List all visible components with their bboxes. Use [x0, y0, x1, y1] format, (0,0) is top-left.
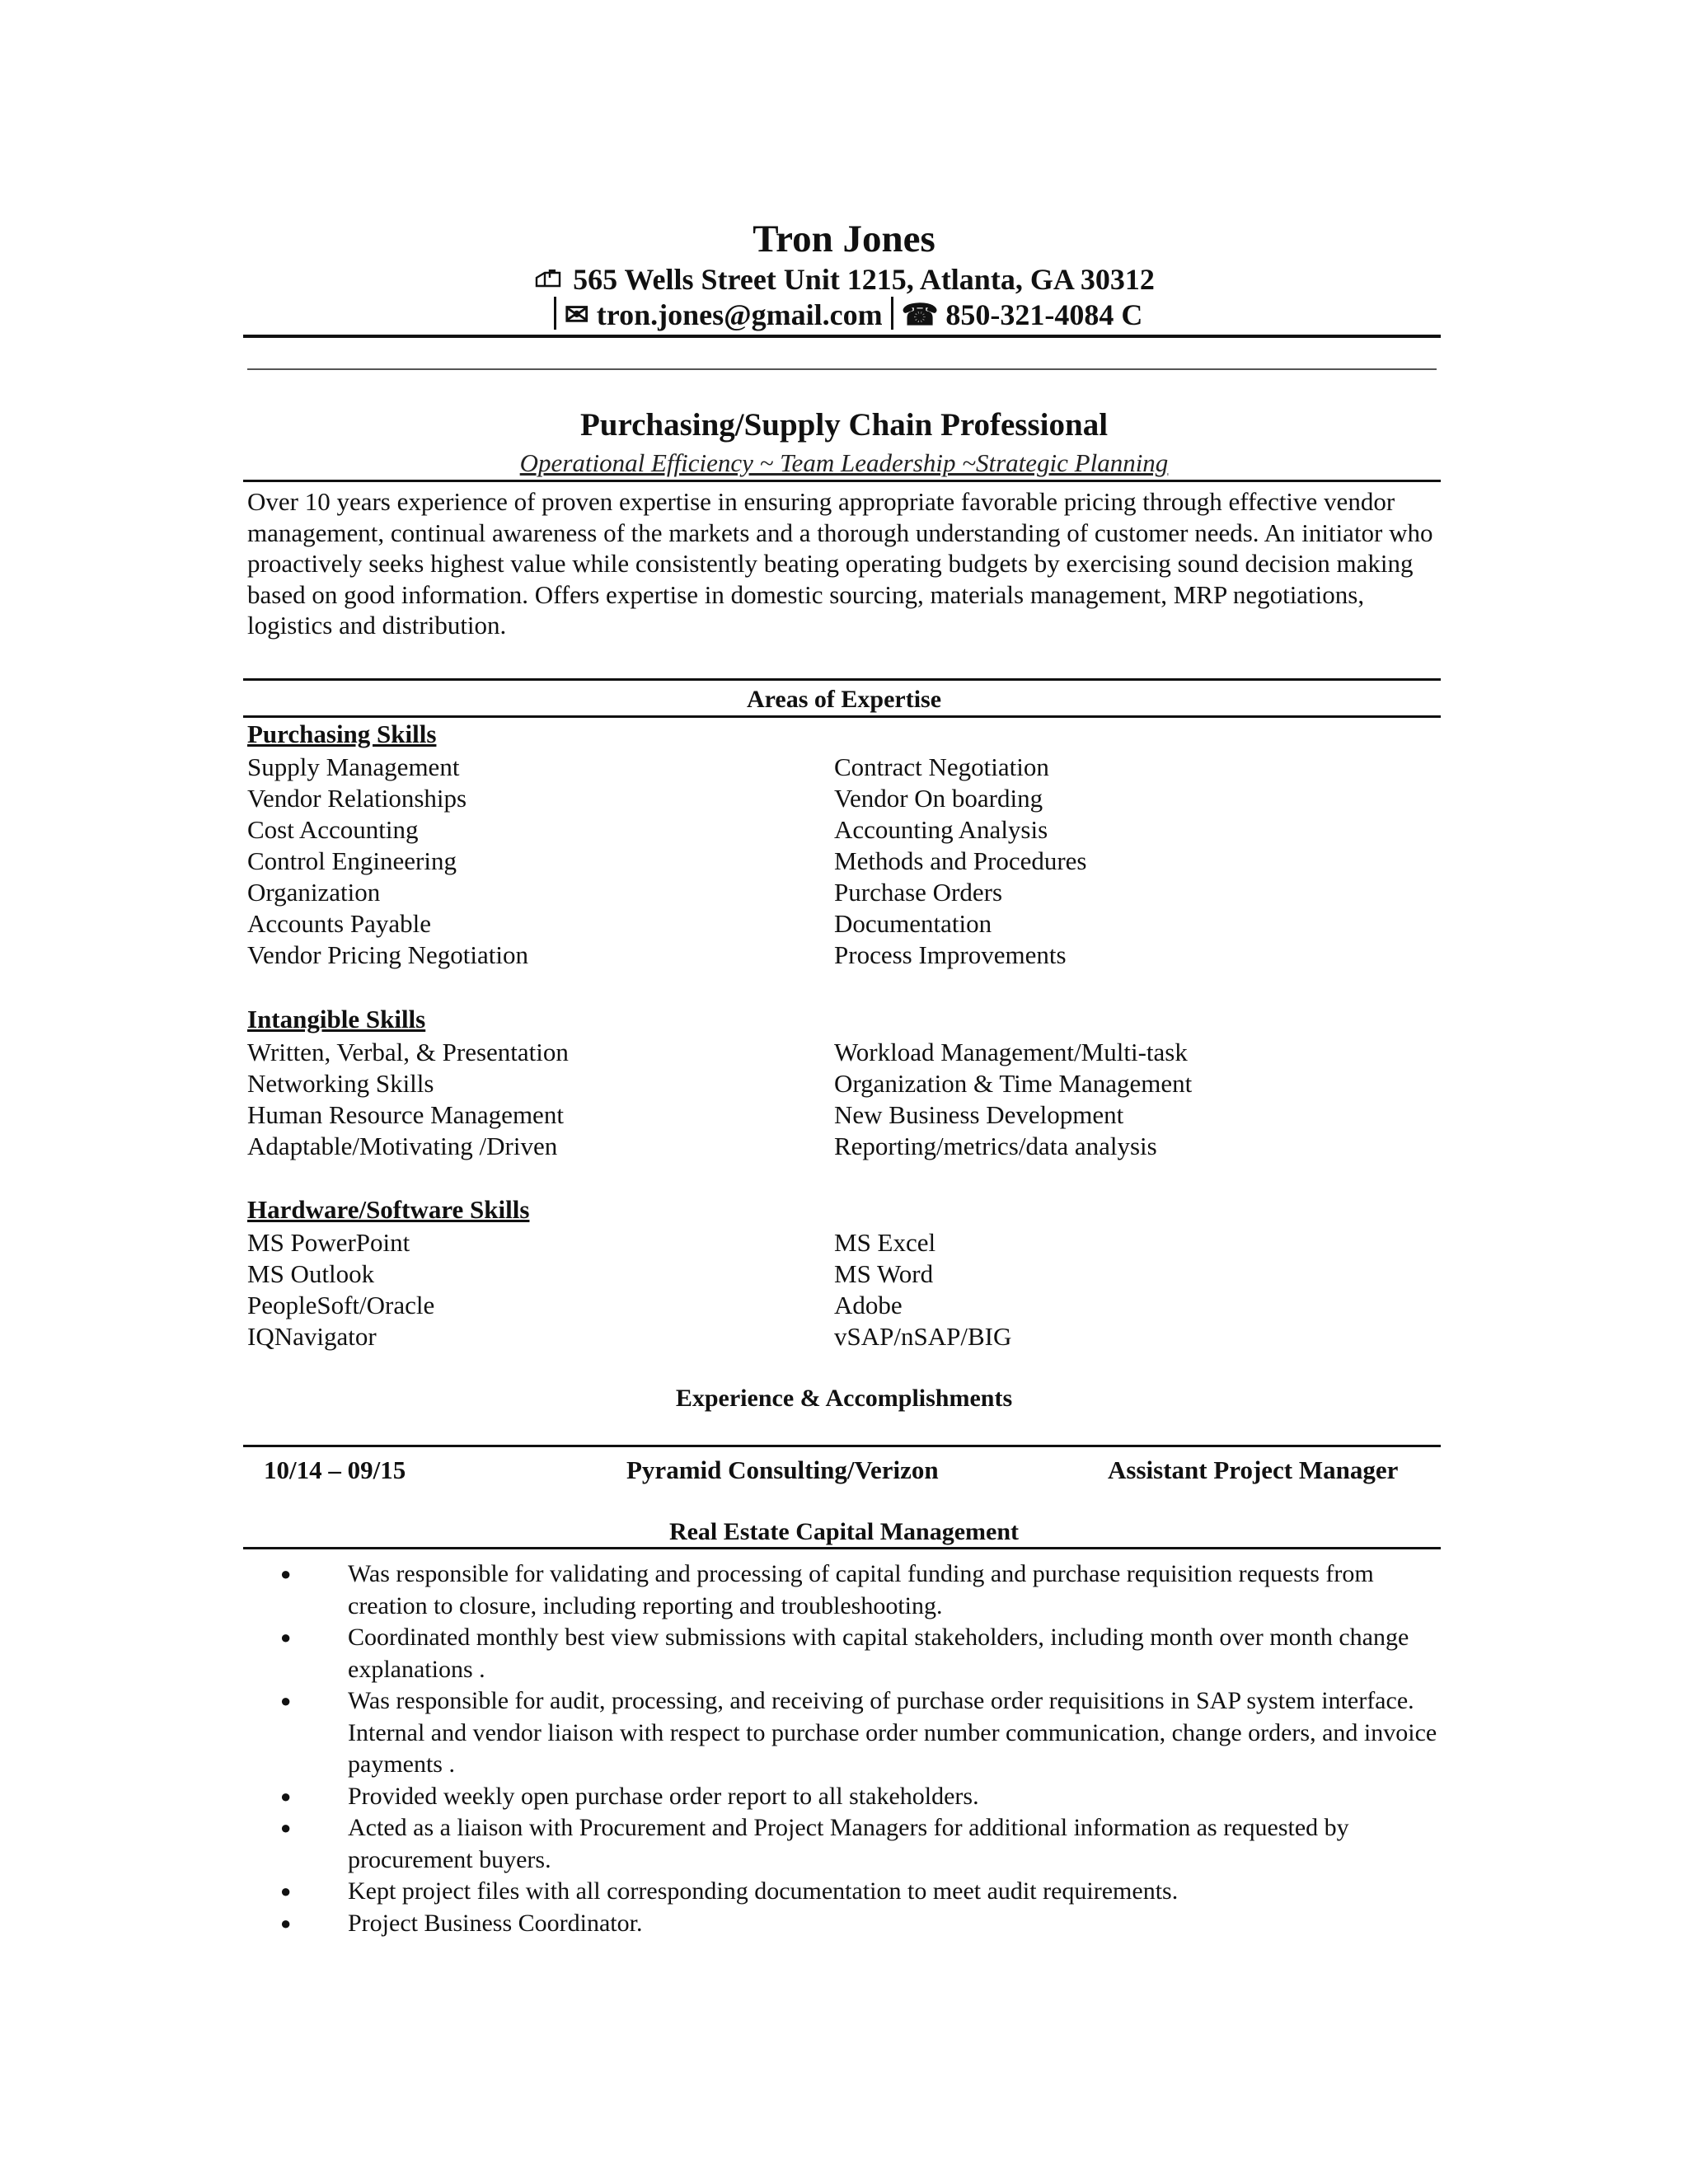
professional-tagline: Operational Efficiency ~ Team Leadership ~Strategic Planning: [519, 448, 1169, 477]
expertise-bottom-rule: [243, 715, 1441, 718]
list-item: ● Coordinated monthly best view submissions with capital stakeholders, including month over month change explanations .: [280, 1624, 1409, 1683]
hardware-skills-left: [247, 1227, 434, 1352]
list-item: ● Was responsible for audit, processing, and receiving of purchase order requisitions in SAP system interface. Internal and vendor liaison with respect to purchase order number communication, change orders, and invoice payments .: [280, 1687, 1437, 1778]
skill-item: Networking Skills: [247, 1069, 434, 1098]
tagline-rule: [243, 480, 1441, 482]
skill-item: vSAP/nSAP/BIG: [834, 1322, 1012, 1351]
expertise-top-rule: [243, 678, 1441, 681]
bullet-icon: ●: [280, 1785, 292, 1807]
skill-item: Accounts Payable: [247, 909, 431, 938]
job-company: Pyramid Consulting/Verizon: [626, 1455, 939, 1484]
skill-item: IQNavigator: [247, 1322, 377, 1351]
skill-item: Workload Management/Multi-task: [834, 1038, 1188, 1066]
purchasing-skills-right: [834, 752, 1087, 971]
hardware-software-skills-heading: Hardware/Software Skills: [247, 1195, 530, 1224]
intangible-skills-right: [834, 1037, 1192, 1162]
skill-item: Organization: [247, 878, 381, 907]
skill-item: Written, Verbal, & Presentation: [247, 1038, 569, 1066]
job-dates: 10/14 – 09/15: [264, 1455, 406, 1484]
skill-item: Human Resource Management: [247, 1100, 564, 1129]
skill-item: Supply Management: [247, 752, 460, 781]
purchasing-skills-left: [247, 752, 528, 971]
phone-text: 850-321-4084 C: [945, 298, 1143, 331]
purchasing-skills-heading: Purchasing Skills: [247, 719, 437, 748]
hardware-skills-right: [834, 1227, 1011, 1352]
skill-item: New Business Development: [834, 1100, 1124, 1129]
list-item: ● Provided weekly open purchase order report to all stakeholders.: [280, 1781, 1451, 1813]
divider: [554, 297, 556, 330]
list-item: ● Acted as a liaison with Procurement and Project Managers for additional information as requested by procurement buyers.: [280, 1814, 1349, 1873]
skill-item: Adaptable/Motivating /Driven: [247, 1132, 558, 1160]
skill-item: Vendor On boarding: [834, 784, 1043, 813]
skill-item: Vendor Pricing Negotiation: [247, 940, 528, 969]
address-text: 565 Wells Street Unit 1215, Atlanta, GA 30312: [573, 263, 1155, 296]
envelope-icon: ✉: [564, 298, 589, 331]
address-line: [0, 262, 1688, 297]
intangible-skills-heading: Intangible Skills: [247, 1005, 426, 1033]
skill-item: Purchase Orders: [834, 878, 1003, 907]
bullet-icon: ●: [280, 1627, 292, 1647]
skill-item: MS Excel: [834, 1228, 936, 1257]
bullet-icon: ●: [280, 1563, 292, 1584]
experience-heading: Experience & Accomplishments: [675, 1385, 1013, 1412]
list-item: ● Project Business Coordinator.: [280, 1908, 1451, 1940]
professional-headline: Purchasing/Supply Chain Professional: [579, 407, 1109, 443]
header-rule: [243, 335, 1441, 338]
bullet-icon: ●: [280, 1912, 292, 1933]
contact-line: [0, 297, 1688, 332]
skill-item: PeopleSoft/Oracle: [247, 1291, 435, 1319]
skill-item: Accounting Analysis: [834, 815, 1048, 844]
skill-item: Control Engineering: [247, 846, 457, 875]
bullet-icon: ●: [280, 1690, 292, 1711]
mailbox-icon: [533, 265, 563, 290]
header-underscore-rule: [247, 368, 1437, 370]
department-rule: [243, 1547, 1441, 1549]
list-item: ● Was responsible for validating and processing of capital funding and purchase requisition requests from creation to closure, including reporting and troubleshooting.: [280, 1560, 1374, 1619]
bullet-icon: ●: [280, 1817, 292, 1838]
phone-icon: ☎: [901, 298, 939, 331]
job-bullet-list: [280, 1558, 1451, 1939]
skill-item: Organization & Time Management: [834, 1069, 1193, 1098]
bullet-icon: ●: [280, 1881, 292, 1901]
skill-item: Process Improvements: [834, 940, 1067, 969]
intangible-skills-left: [247, 1037, 569, 1162]
email-text[interactable]: tron.jones@gmail.com: [596, 298, 883, 331]
skill-item: Vendor Relationships: [247, 784, 467, 813]
divider: [891, 297, 893, 330]
skill-item: Adobe: [834, 1291, 903, 1319]
skill-item: Methods and Procedures: [834, 846, 1087, 875]
job-top-rule: [243, 1445, 1441, 1447]
job-department: Real Estate Capital Management: [668, 1518, 1020, 1545]
candidate-name: Tron Jones: [753, 218, 935, 260]
skill-item: Contract Negotiation: [834, 752, 1049, 781]
skill-item: MS Word: [834, 1259, 934, 1288]
skill-item: MS PowerPoint: [247, 1228, 410, 1257]
list-item: ● Kept project files with all corresponding documentation to meet audit requirements.: [280, 1876, 1451, 1908]
job-role: Assistant Project Manager: [1108, 1455, 1399, 1484]
skill-item: Documentation: [834, 909, 992, 938]
skill-item: Reporting/metrics/data analysis: [834, 1132, 1157, 1160]
expertise-heading: Areas of Expertise: [746, 686, 942, 713]
skill-item: MS Outlook: [247, 1259, 375, 1288]
summary-paragraph: Over 10 years experience of proven expertise in ensuring appropriate favorable pricing through effective vendor management, continual awareness of the markets and a thorough understanding of customer needs. An initiator who proactively seeks highest value while consistently beating operating budgets by exercising sound decision making based on good information. Offers expertise in domestic sourcing, materials management, MRP negotiations, logistics and distribution.: [247, 487, 1433, 640]
skill-item: Cost Accounting: [247, 815, 419, 844]
